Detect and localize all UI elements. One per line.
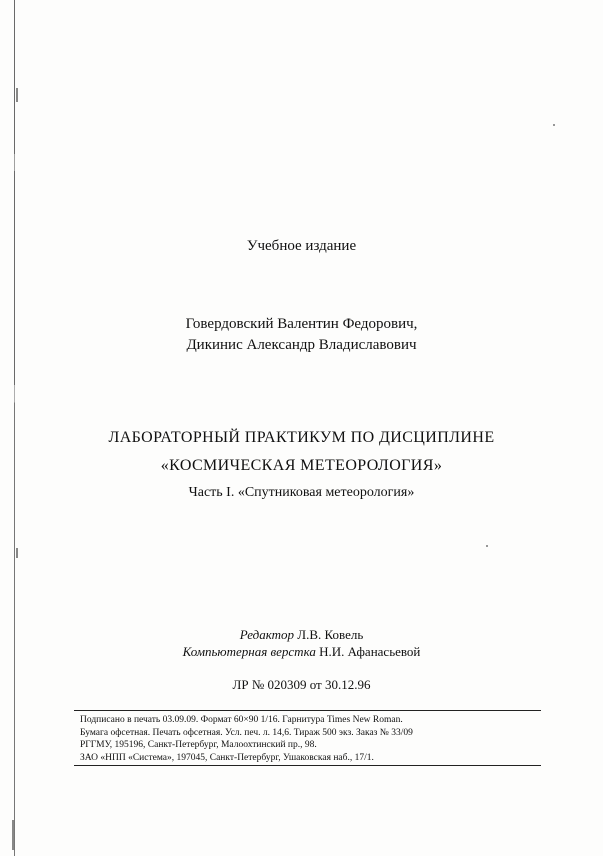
binding-edge-line [14, 0, 15, 856]
publication-type: Учебное издание [246, 238, 357, 254]
layout-credit [0, 644, 603, 660]
imprint-line: Бумага офсетная. Печать офсетная. Усл. печ. л. 14,6. Тираж 500 экз. Заказ № 33/09 [80, 727, 413, 738]
binding-mark [16, 548, 18, 558]
scan-speck [553, 124, 555, 126]
editor-role: Редактор [239, 627, 295, 642]
editor-credit [0, 627, 603, 643]
imprint-top-rule [74, 710, 541, 711]
title-line-2: «КОСМИЧЕСКАЯ МЕТЕОРОЛОГИЯ» [160, 457, 443, 474]
author-2: Дикинис Александр Владиславович [186, 337, 417, 353]
imprint-line: ЗАО «НПП «Система», 197045, Санкт-Петербург, Ушаковская наб., 17/1. [80, 752, 374, 763]
binding-mark [16, 88, 18, 102]
layout-role: Компьютерная верстка [182, 644, 316, 659]
imprint-line: Подписано в печать 03.09.09. Формат 60×90 1/16. Гарнитура Times New Roman. [80, 715, 403, 725]
author-1: Говердовский Валентин Федорович, [185, 316, 418, 332]
editor-name: Л.В. Ковель [297, 627, 364, 642]
imprint-block [80, 714, 540, 764]
scan-speck [486, 545, 488, 547]
title-part: Часть I. «Спутниковая метеорология» [188, 485, 415, 500]
imprint-bottom-rule [74, 765, 541, 766]
title-line-1: ЛАБОРАТОРНЫЙ ПРАКТИКУМ ПО ДИСЦИПЛИНЕ [108, 429, 495, 446]
layout-name: Н.И. Афанасьевой [319, 644, 421, 659]
license-number: ЛР № 020309 от 30.12.96 [232, 677, 371, 692]
imprint-line: РГГМУ, 195196, Санкт-Петербург, Малоохтинский пр., 98. [80, 740, 317, 750]
binding-mark [12, 820, 14, 850]
